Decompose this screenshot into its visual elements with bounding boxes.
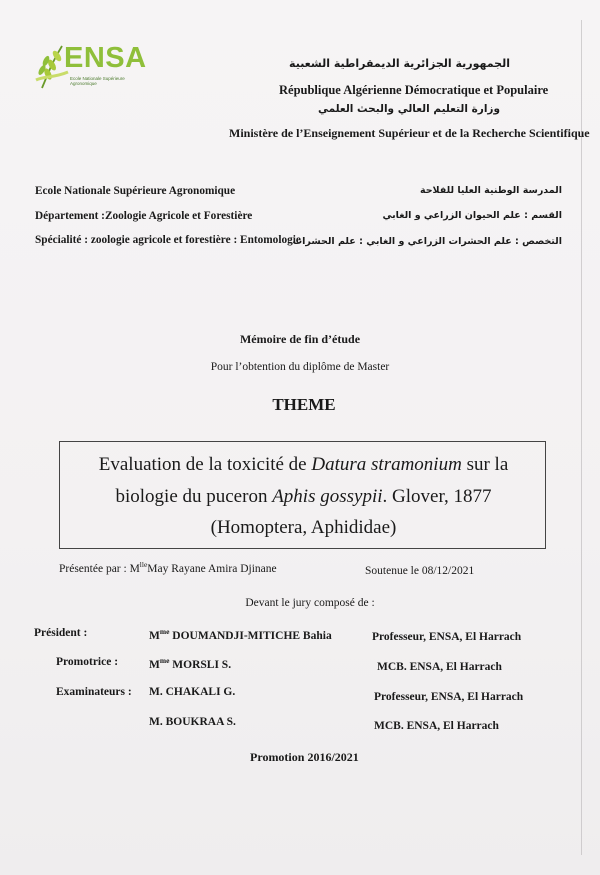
defense-date: Soutenue le 08/12/2021 xyxy=(365,565,475,577)
theme-box xyxy=(59,441,546,549)
jury-name: M. BOUKRAA S. xyxy=(149,716,236,728)
page-edge-line xyxy=(581,20,582,855)
school-ar: المدرسة الوطنية العليا للفلاحة xyxy=(419,185,562,196)
presented-prefix: Présentée par : M xyxy=(59,562,140,575)
title-sup: lle xyxy=(139,560,148,569)
title-prefix: M xyxy=(149,629,160,642)
jury-name xyxy=(149,656,231,671)
logo-text: ENSA xyxy=(64,42,147,74)
jury-role: Promotrice : xyxy=(56,656,119,668)
ministry-fr: Ministère de l’Enseignement Supérieur et de la Recherche Scientifique xyxy=(229,126,590,140)
theme-line-3: (Homoptera, Aphididae) xyxy=(210,517,397,538)
theme-line-1 xyxy=(60,454,547,476)
title-prefix: M xyxy=(149,658,160,671)
school-fr: Ecole Nationale Supérieure Agronomique xyxy=(35,185,236,197)
jury-position: MCB. ENSA, El Harrach xyxy=(374,720,499,732)
republic-ar: الجمهورية الجزائرية الديمقراطية الشعبية xyxy=(289,57,510,70)
speciality-fr: Spécialité : zoologie agricole et forestière : Entomologie xyxy=(35,234,301,246)
department-ar: القسم : علم الحيوان الزراعي و الغابي xyxy=(382,210,562,221)
ministry-ar: وزارة التعليم العالي والبحث العلمي xyxy=(317,103,500,115)
jury-intro: Devant le jury composé de : xyxy=(245,597,375,609)
jury-role: Président : xyxy=(34,627,88,639)
title-sup: me xyxy=(159,627,170,636)
memoire-subtitle: Pour l’obtention du diplôme de Master xyxy=(210,361,390,373)
member-name: MORSLI S. xyxy=(169,658,232,671)
species-name: Datura stramonium xyxy=(311,454,462,475)
theme-heading: THEME xyxy=(272,395,336,414)
theme-text: biologie du puceron xyxy=(115,486,273,507)
jury-position: MCB. ENSA, El Harrach xyxy=(377,661,502,673)
speciality-ar: التخصص : علم الحشرات الزراعي و الغابي : علم الحشرات xyxy=(292,236,562,247)
promotion: Promotion 2016/2021 xyxy=(250,750,359,764)
jury-name: M. CHAKALI G. xyxy=(149,686,236,698)
jury-position: Professeur, ENSA, El Harrach xyxy=(372,631,522,643)
republic-fr: République Algérienne Démocratique et Populaire xyxy=(279,83,549,97)
jury-position: Professeur, ENSA, El Harrach xyxy=(374,691,524,703)
theme-text: . Glover, 1877 xyxy=(382,486,492,507)
department-fr: Département :Zoologie Agricole et Forestière xyxy=(35,210,253,222)
ensa-logo xyxy=(34,40,149,98)
memoire-title: Mémoire de fin d’étude xyxy=(239,332,361,346)
theme-line-2 xyxy=(60,486,547,508)
logo-subtitle: Ecole Nationale Supérieure Agronomique xyxy=(70,76,125,86)
theme-text: sur la xyxy=(461,454,509,475)
jury-role: Examinateurs : xyxy=(56,686,132,698)
title-sup: me xyxy=(159,656,170,665)
jury-name xyxy=(149,627,332,642)
student-name: May Rayane Amira Djinane xyxy=(147,562,277,575)
theme-text: Evaluation de la toxicité de xyxy=(98,454,312,475)
species-name: Aphis gossypii xyxy=(272,486,383,507)
presented-by xyxy=(59,560,277,575)
member-name: DOUMANDJI-MITICHE Bahia xyxy=(169,629,332,642)
